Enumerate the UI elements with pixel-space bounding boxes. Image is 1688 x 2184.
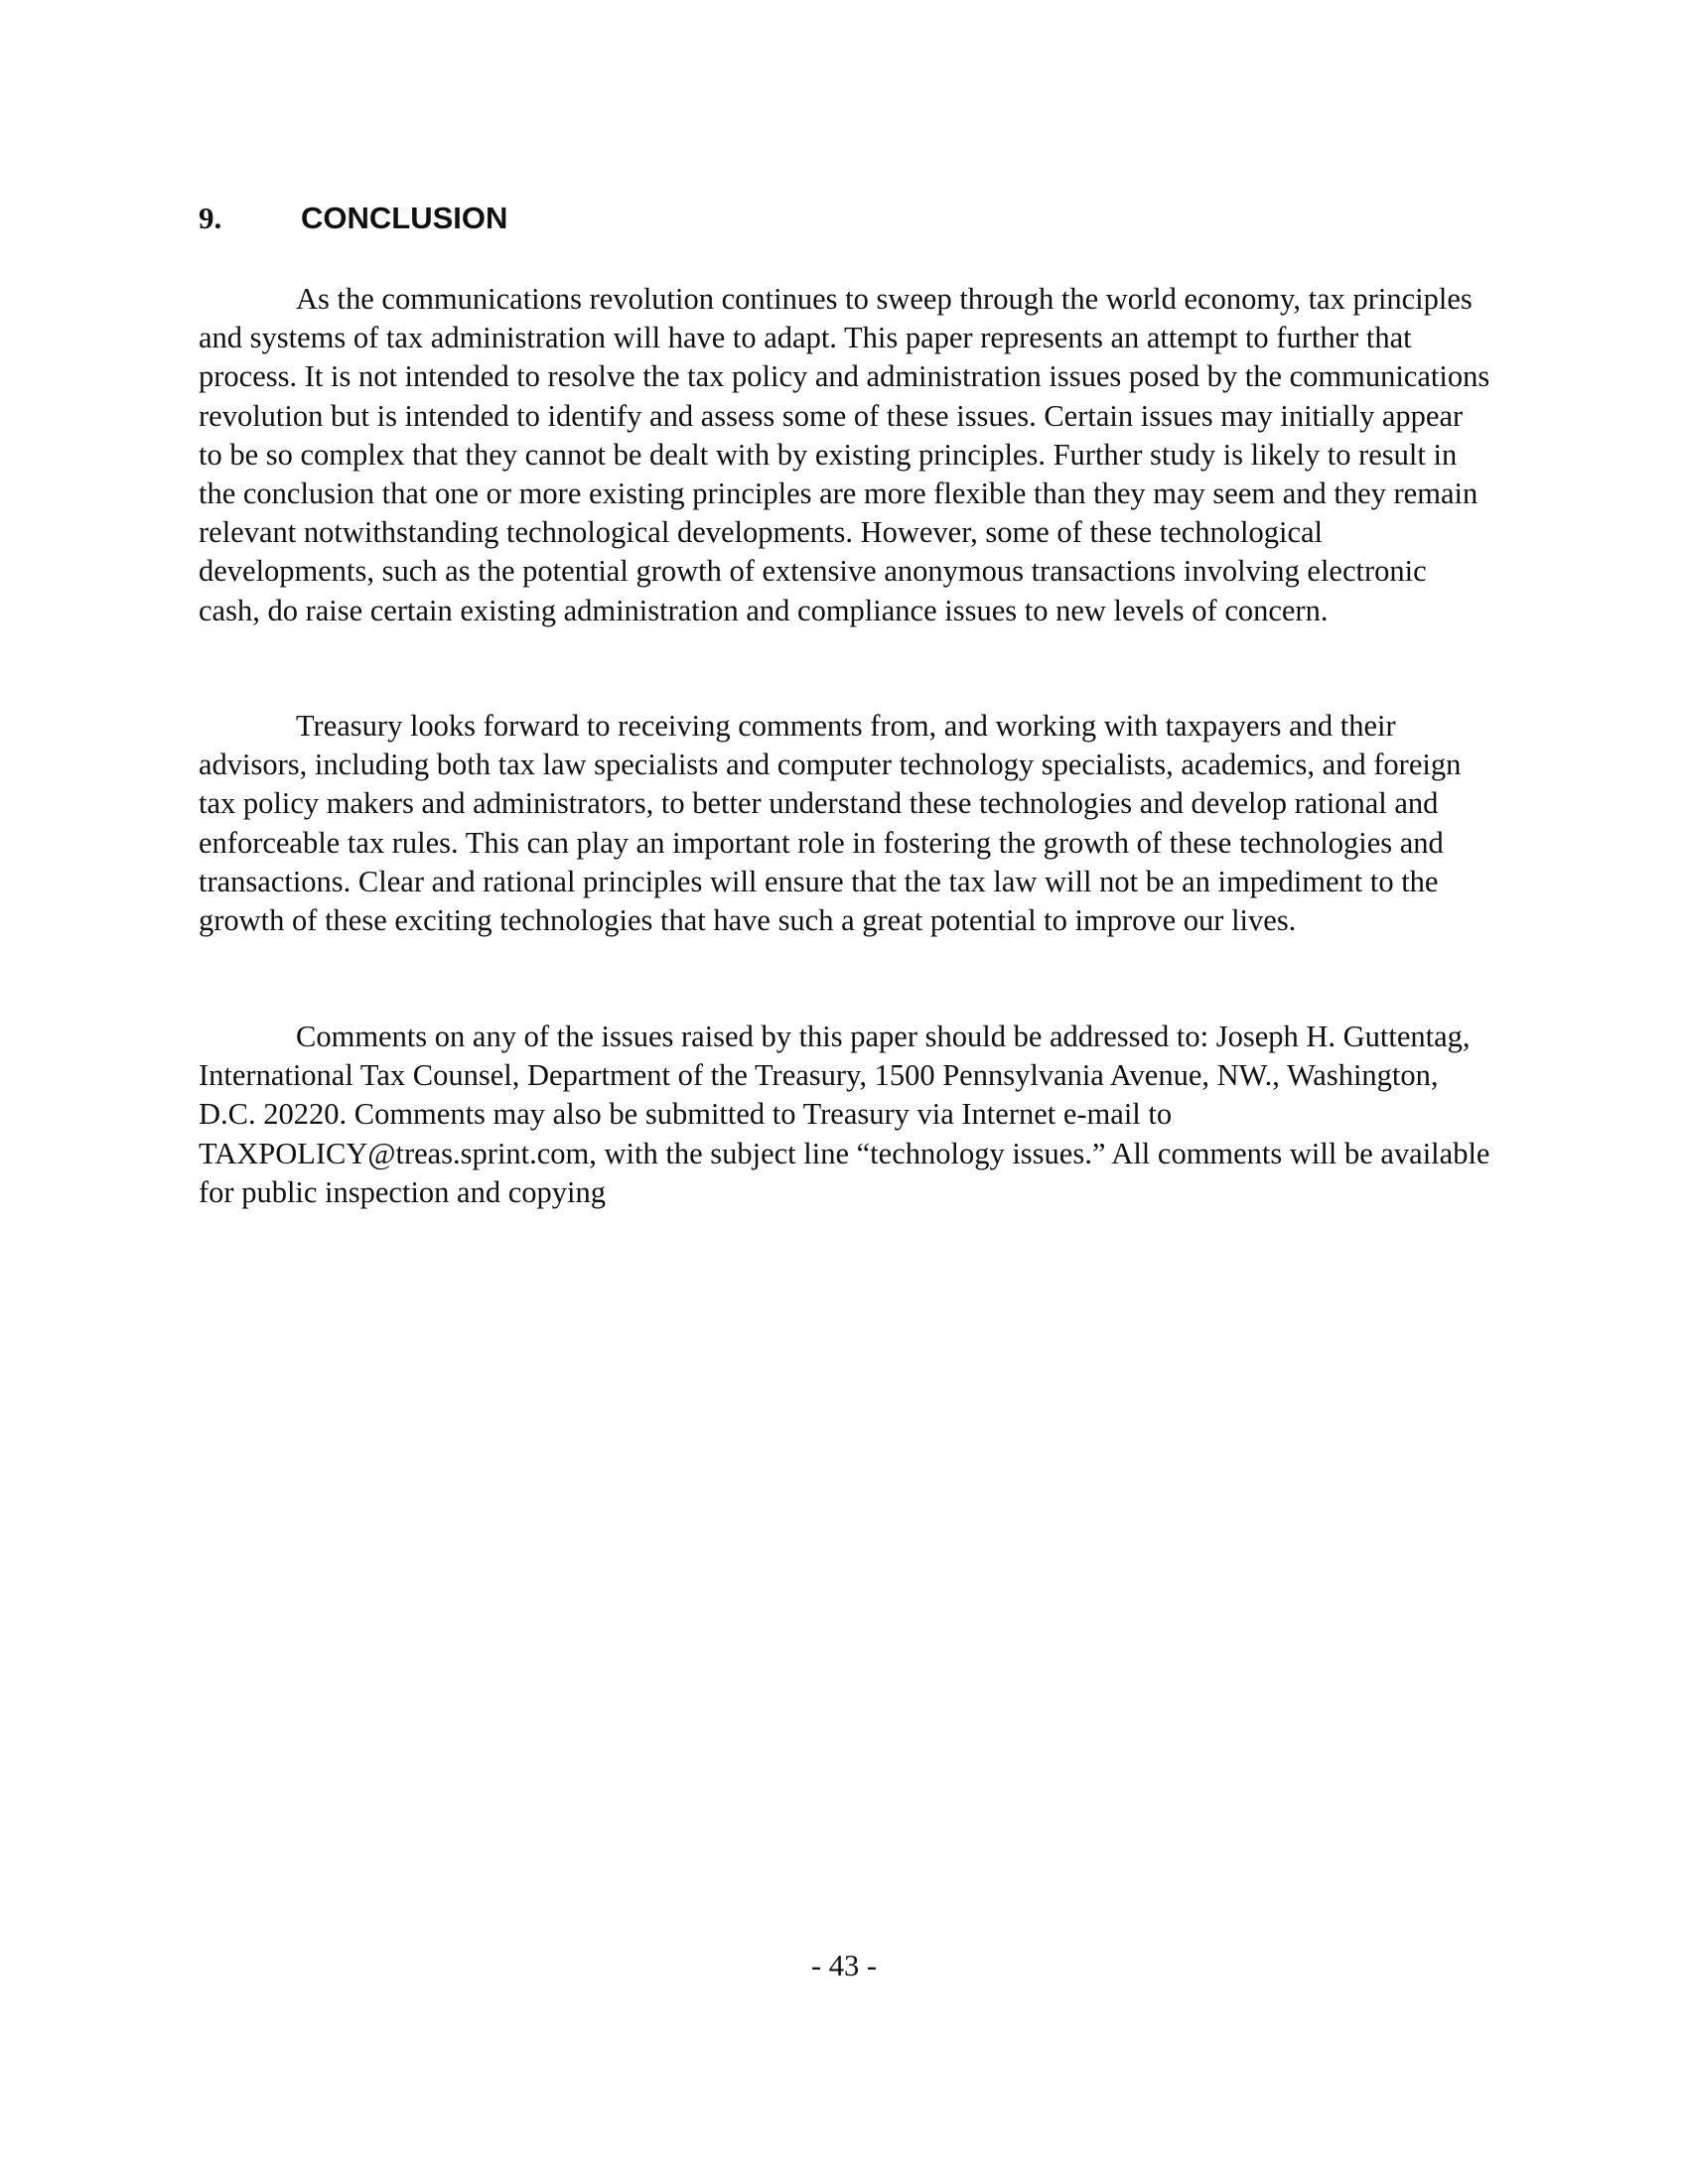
paragraph-treasury-comments: Treasury looks forward to receiving comments from, and working with taxpayers and their advisors, including both tax law specialists and computer technology specialists, academics, and foreign tax policy makers and administrators, to better understand these technologies and develop rational and enforceable tax rules. This can play an important role in fostering the growth of these technologies and transactions. Clear and rational principles will ensure that the tax law will not be an impediment to the growth of these exciting technologies that have such a great potential to improve our lives. (199, 709, 1462, 938)
section-number: 9. (199, 201, 222, 235)
paragraph-container (199, 1018, 1491, 1212)
section-heading (199, 199, 1489, 238)
paragraph-container (199, 280, 1491, 630)
section-title: CONCLUSION (301, 201, 508, 235)
page-number: - 43 - (810, 1949, 878, 1982)
paragraph-conclusion-intro: As the communications revolution continues to sweep through the world economy, tax principles and systems of tax administration will have to adapt. This paper represents an attempt to further that process. It is not intended to resolve the tax policy and administration issues posed by the communications revolution but is intended to identify and assess some of these issues. Certain issues may initially appear to be so complex that they cannot be dealt with by existing principles. Further study is likely to result in the conclusion that one or more existing principles are more flexible than they may seem and they remain relevant notwithstanding technological developments. However, some of these technological developments, such as the potential growth of extensive anonymous transactions involving electronic cash, do raise certain existing administration and compliance issues to new levels of concern. (199, 282, 1490, 627)
paragraph-contact-info: Comments on any of the issues raised by this paper should be addressed to: Joseph H. Guttentag, International Tax Counsel, Department of the Treasury, 1500 Pennsylvania Avenue, NW., Washington, D.C. 20220. Comments may also be submitted to Treasury via Internet e-mail to TAXPOLICY@treas.sprint.com, with the subject line “technology issues.” All comments will be available for public inspection and copying (199, 1020, 1490, 1209)
paragraph-container (199, 707, 1491, 940)
